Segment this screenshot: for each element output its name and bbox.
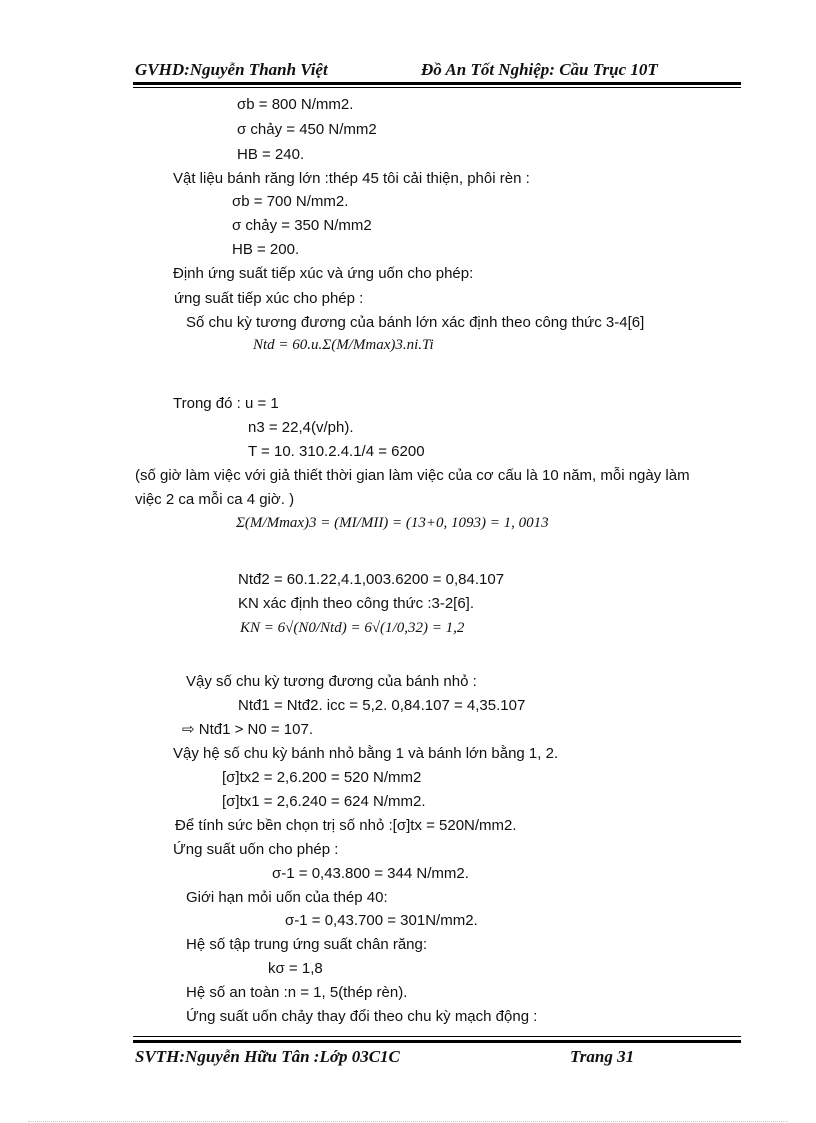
line-24: Để tính sức bền chọn trị số nhỏ :[σ]tx = 520N/mm2. <box>175 817 517 834</box>
line-8: Định ứng suất tiếp xúc và ứng uốn cho phép: <box>173 265 474 282</box>
line-12: n3 = 22,4(v/ph). <box>248 419 354 436</box>
line-13: T = 10. 310.2.4.1/4 = 6200 <box>248 443 425 460</box>
footer-rule-thin <box>133 1036 741 1037</box>
line-6: σ chảy = 350 N/mm2 <box>232 217 372 234</box>
line-17: KN xác định theo công thức :3-2[6]. <box>238 595 475 612</box>
line-27: Giới hạn mỏi uốn của thép 40: <box>186 889 388 906</box>
line-26: σ-1 = 0,43.800 = 344 N/mm2. <box>272 865 469 882</box>
line-29: Hệ số tập trung ứng suất chân răng: <box>186 936 428 953</box>
line-20-text: Ntđ1 > N0 = 107. <box>198 721 313 738</box>
line-20 <box>182 721 313 739</box>
line-14: (số giờ làm việc với giả thiết thời gian làm việc của cơ cấu là 10 năm, mỗi ngày làm <box>135 467 690 484</box>
formula-kn-text: KN = 6√(N0/Ntd) = 6√(1/0,32) = 1,2 <box>240 620 465 636</box>
page-edge <box>28 1121 788 1122</box>
line-1: σb = 800 N/mm2. <box>237 96 354 113</box>
line-15: việc 2 ca mỗi ca 4 giờ. ) <box>135 491 295 508</box>
header-right: Đồ An Tốt Nghiệp: Cầu Trục 10T <box>421 60 658 79</box>
formula-ntd <box>253 337 434 354</box>
line-3: HB = 240. <box>237 146 305 163</box>
footer-right: Trang 31 <box>570 1047 635 1066</box>
line-28: σ-1 = 0,43.700 = 301N/mm2. <box>285 912 478 929</box>
line-5: σb = 700 N/mm2. <box>232 193 349 210</box>
formula-sum-text: Σ(M/Mmax)3 = (MI/MII) = (13+0, 1093) = 1, 0013 <box>236 515 549 531</box>
line-4: Vật liệu bánh răng lớn :thép 45 tôi cải thiện, phôi rèn : <box>173 170 530 187</box>
line-32: Ứng suất uốn chảy thay đổi theo chu kỳ mạch động : <box>186 1008 538 1025</box>
line-21: Vậy hệ số chu kỳ bánh nhỏ bằng 1 và bánh lớn bằng 1, 2. <box>173 745 559 762</box>
line-31: Hệ số an toàn :n = 1, 5(thép rèn). <box>186 984 408 1001</box>
line-7: HB = 200. <box>232 241 300 258</box>
line-2: σ chảy = 450 N/mm2 <box>237 121 377 138</box>
line-16: Ntđ2 = 60.1.22,4.1,003.6200 = 0,84.107 <box>238 571 505 588</box>
arrow-icon: ⇨ <box>182 721 199 738</box>
line-30: kσ = 1,8 <box>268 960 323 977</box>
header-rule-thin <box>133 87 741 88</box>
line-9: ứng suất tiếp xúc cho phép : <box>174 290 364 307</box>
formula-ntd-text: Ntd = 60.u.Σ(M/Mmax)3.ni.Ti <box>253 337 434 353</box>
line-25: Ứng suất uốn cho phép : <box>173 841 339 858</box>
line-10: Số chu kỳ tương đương của bánh lớn xác định theo công thức 3-4[6] <box>186 314 645 331</box>
line-19: Ntđ1 = Ntđ2. icc = 5,2. 0,84.107 = 4,35.107 <box>238 697 526 714</box>
footer-rule <box>133 1040 741 1043</box>
line-22: [σ]tx2 = 2,6.200 = 520 N/mm2 <box>222 769 422 786</box>
line-11: Trong đó : u = 1 <box>173 395 279 412</box>
formula-sum <box>236 515 549 532</box>
header-left: GVHD:Nguyễn Thanh Việt <box>135 60 328 79</box>
line-18: Vậy số chu kỳ tương đương của bánh nhỏ : <box>186 673 477 690</box>
formula-kn <box>240 620 464 637</box>
footer-left: SVTH:Nguyễn Hữu Tân :Lớp 03C1C <box>135 1047 400 1066</box>
line-23: [σ]tx1 = 2,6.240 = 624 N/mm2. <box>222 793 426 810</box>
header-rule <box>133 82 741 85</box>
